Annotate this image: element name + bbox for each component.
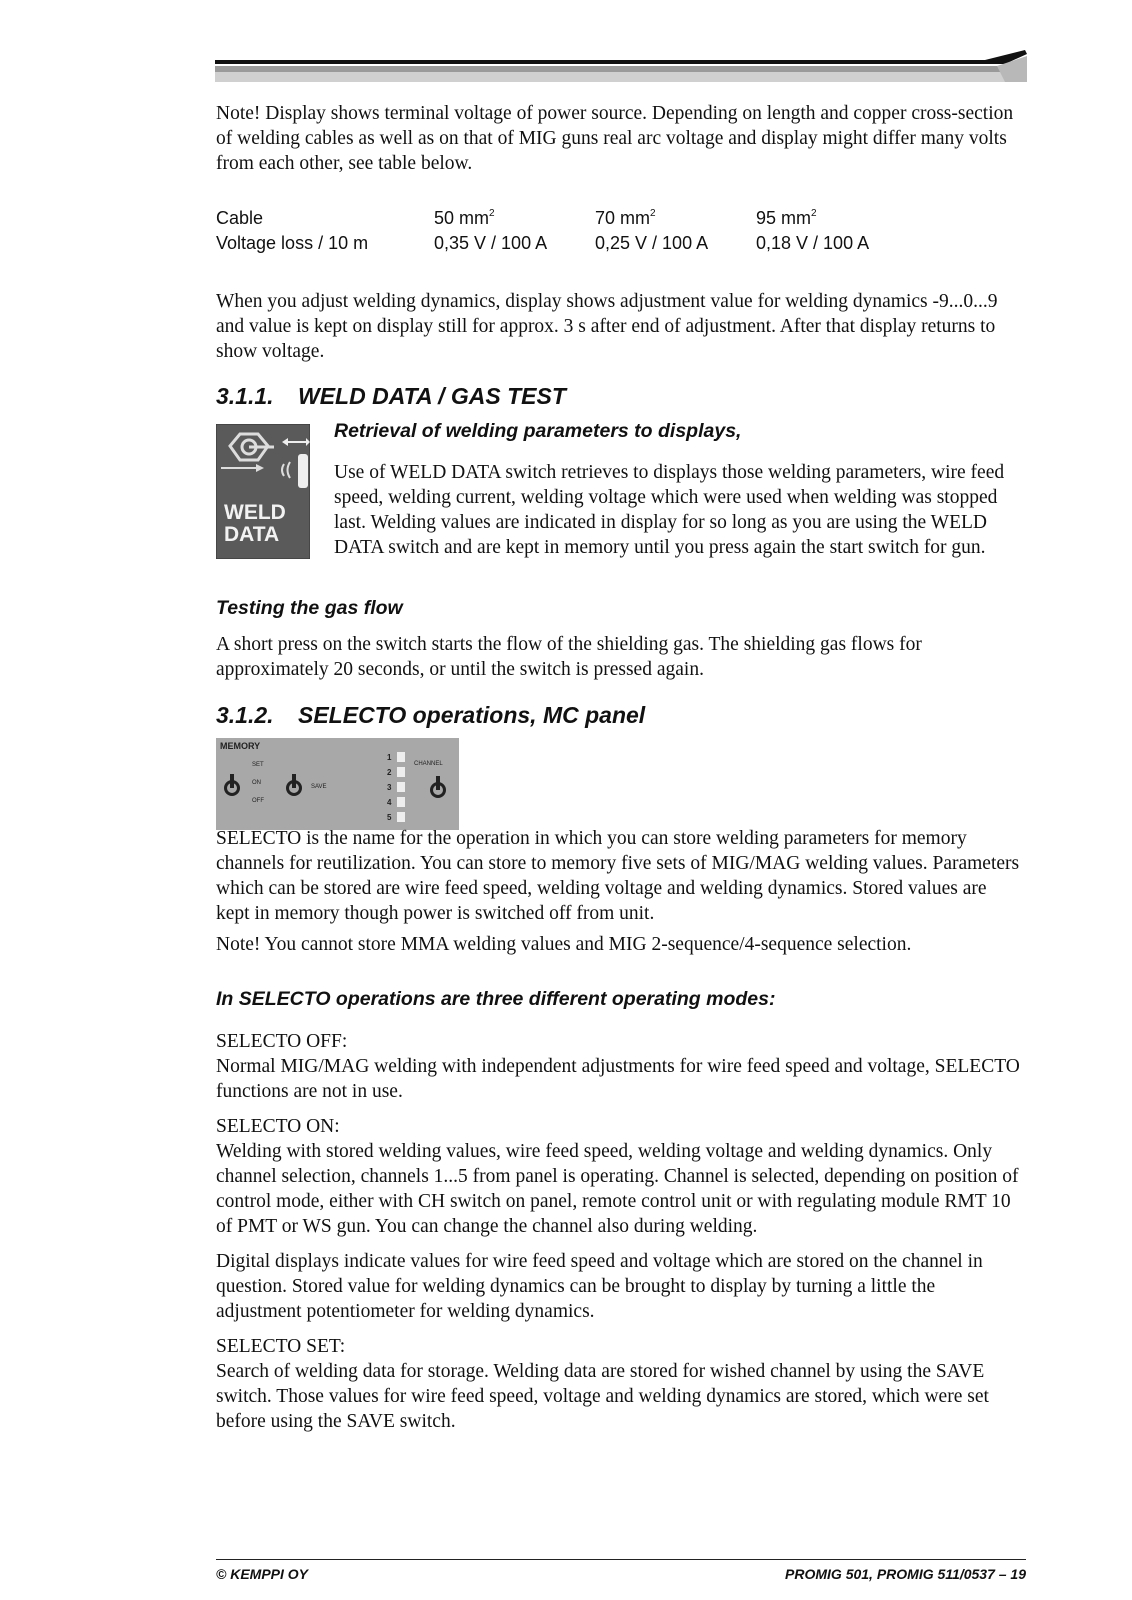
panel-channel-3: 3 xyxy=(387,783,392,792)
gas-heading: Testing the gas flow xyxy=(216,597,403,619)
panel-channel-2: 2 xyxy=(387,768,392,777)
selecto-set-text: Search of welding data for storage. Welding data are stored for wished channel by using the SAVE switch. Those values for wire feed speed, voltage and welding dynamics are stored, which were set before using the SAVE switch. xyxy=(216,1361,989,1432)
retrieval-text: Use of WELD DATA switch retrieves to displays those welding parameters, wire feed speed, welding current, welding voltage which were used when welding was stopped last. Welding values are indicated in display for so long as you are using the WELD DATA switch and are kept in memory until you press again the start switch for gun. xyxy=(334,462,1005,558)
section-heading-312 xyxy=(216,701,645,729)
mc-panel-image xyxy=(216,738,459,830)
selecto-off-text: Normal MIG/MAG welding with independent adjustments for wire feed speed and voltage, SELECTO functions are not in use. xyxy=(216,1056,1020,1102)
panel-channel-5: 5 xyxy=(387,813,392,822)
section-title: SELECTO operations, MC panel xyxy=(298,702,646,728)
intro-note: Note! Display shows terminal voltage of power source. Depending on length and copper cross-section of welding cables as well as on that of MIG guns real arc voltage and display might differ many volts from each other, see table below. xyxy=(216,103,1014,174)
dynamics-paragraph: When you adjust welding dynamics, display shows adjustment value for welding dynamics -9...0...9 and value is kept on display still for approx. 3 s after end of adjustment. After that display returns to show voltage. xyxy=(216,291,998,362)
selecto-set-label: SELECTO SET: xyxy=(216,1336,346,1357)
voltage-loss-row xyxy=(216,231,916,256)
voltage-loss-label: Voltage loss / 10 m xyxy=(216,233,369,253)
voltage-loss-50: 0,35 V / 100 A xyxy=(434,233,548,253)
channel-led-2 xyxy=(397,767,405,777)
selecto-on-label: SELECTO ON: xyxy=(216,1116,340,1137)
header-rule xyxy=(215,46,1027,88)
panel-off-label: OFF xyxy=(252,798,264,804)
cable-label: Cable xyxy=(216,208,264,228)
panel-channel-4: 4 xyxy=(387,798,392,807)
panel-channel-1: 1 xyxy=(387,753,392,762)
selecto-on-text: Welding with stored welding values, wire feed speed, welding voltage and welding dynamics. Only channel selection, channels 1...5 from panel is operating. Channel is selected, depending on position of control mode, either with CH switch on panel, remote control unit or with regulating module RMT 10 of PMT or WS gun. You can change the channel also during welding. xyxy=(216,1141,1019,1237)
panel-on-label: ON xyxy=(252,780,261,786)
voltage-loss-70: 0,25 V / 100 A xyxy=(595,233,709,253)
panel-channel-label: CHANNEL xyxy=(414,761,443,767)
section-number: 3.1.1. xyxy=(216,383,274,409)
modes-heading: In SELECTO operations are three different operating modes: xyxy=(216,988,776,1010)
footer-rule xyxy=(216,1559,1026,1560)
digital-displays-text: Digital displays indicate values for wire feed speed and voltage which are stored on the channel in question. Stored value for welding dynamics can be brought to display by turning a little the adjustment potentiometer for welding dynamics. xyxy=(216,1251,983,1322)
cable-95: 95 $mm^2$ xyxy=(756,208,817,228)
footer-copyright: © KEMPPI OY xyxy=(216,1566,308,1582)
gas-text: A short press on the switch starts the flow of the shielding gas. The shielding gas flows for approximately 20 seconds, or until the switch is pressed again. xyxy=(216,634,922,680)
voltage-loss-95: 0,18 V / 100 A xyxy=(756,233,870,253)
channel-led-3 xyxy=(397,782,405,792)
selecto-off-label: SELECTO OFF: xyxy=(216,1031,348,1052)
section-number: 3.1.2. xyxy=(216,702,274,728)
panel-set-label: SET xyxy=(252,762,264,768)
cable-table xyxy=(216,206,916,256)
weld-icon-text-1: WELD xyxy=(224,501,286,524)
selecto-note: Note! You cannot store MMA welding values and MIG 2-sequence/4-sequence selection. xyxy=(216,934,912,955)
weld-icon-text-2: DATA xyxy=(224,523,280,546)
section-title: WELD DATA / GAS TEST xyxy=(298,383,566,409)
cable-row xyxy=(216,206,916,231)
cable-70: 70 $mm^2$ xyxy=(595,208,656,228)
cable-50: 50 $mm^2$ xyxy=(434,208,495,228)
channel-led-4 xyxy=(397,797,405,807)
panel-memory-label: MEMORY xyxy=(220,741,261,751)
retrieval-heading: Retrieval of welding parameters to displays, xyxy=(334,420,742,442)
footer-page-info: PROMIG 501, PROMIG 511/0537 – 19 xyxy=(785,1566,1026,1582)
selecto-intro: SELECTO is the name for the operation in which you can store welding parameters for memory channels for reutilization. You can store to memory five sets of MIG/MAG welding values. Parameters which can be stored are wire feed speed, welding voltage and welding dynamics. Stored values are kept in memory though power is switched off from unit. xyxy=(216,828,1020,924)
panel-save-label: SAVE xyxy=(311,784,327,790)
channel-led-1 xyxy=(397,752,405,762)
channel-led-5 xyxy=(397,812,405,822)
weld-data-icon xyxy=(216,424,310,559)
section-heading-311 xyxy=(216,382,566,410)
